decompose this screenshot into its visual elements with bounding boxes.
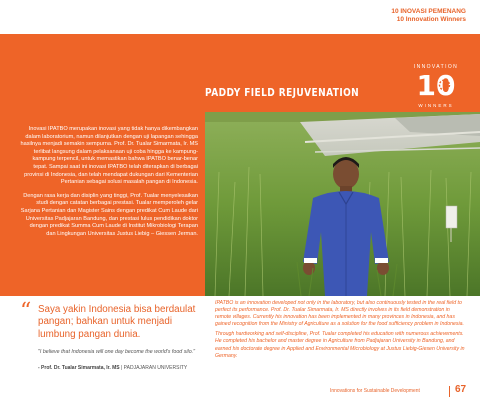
logo-number: 10 <box>416 70 456 98</box>
body-text-english <box>215 300 465 363</box>
logo-number-graphic <box>412 70 460 98</box>
paragraph: Inovasi IPATBO merupakan inovasi yang tidak hanya dikembangkan dalam laboratorium, namun dilanjutkan dengan uji lapangan sehingga hasilnya menjadi semakin sempurna. Prof. Dr. Tualar Simarmata, Ir. MS terlibat langsung dalam pelaksanaan uji coba hingga ke kampung-kampung terpencil, untuk memastikan bahwa IPATBO benar-benar tepat. Sampai saat ini inovasi IPATBO telah diterapkan di berbagai provinsi di Indonesia, dan telah mendapat dukungan dari Kementerian Pertanian sebagai solusi masalah pangan di Indonesia. <box>20 126 198 186</box>
footer-divider <box>449 386 450 397</box>
attribution-name: - Prof. Dr. Tualar Simarmata, Ir. MS <box>38 365 120 371</box>
farmer-photo <box>205 112 480 296</box>
quote-attribution <box>38 365 213 371</box>
page-number: 67 <box>455 384 467 395</box>
running-header <box>391 8 466 23</box>
pull-quote-indonesian: Saya yakin Indonesia bisa berdaulat pangan; bahkan untuk menjadi lumbung pangan dunia. <box>38 304 196 340</box>
footer-text: Innovations for Sustainable Development <box>330 388 420 394</box>
quote-mark-icon: “ <box>20 299 32 324</box>
paragraph: Through hardworking and self-discipline, Prof. Tualar completed his education with numerous achievements. He completed his bachelor and master degree in Agriculture from Padjajaran University in Bandung, and earned his doctorate degree in Applied and Environmental Microbiology at Justus Liebig-Giesen University in Germany. <box>215 331 465 359</box>
paragraph: Dengan rasa kerja dan disiplin yang tinggi, Prof. Tualar menyelesaikan studi dengan catatan berbagai prestasi. Tualar memperoleh gelar Sarjana Pertanian dan Magister Sains dengan predikat Cum Laude dari Universitas Padjajaran Bandung, dan prestasi lulus pendidikan doktor dengan predikat Summa Cum Laude di Institut Mikrobiologi Terapan dan Lingkungan Universitas Justus Liebig – Giessen Jerman. <box>20 192 198 237</box>
field-marker-sign <box>446 206 457 228</box>
attribution-org: | PADJAJARAN UNIVERSITY <box>119 365 188 371</box>
innovation-winners-logo <box>412 64 460 106</box>
running-header-id: 10 INOVASI PEMENANG <box>391 8 466 15</box>
body-text-indonesian <box>20 126 198 244</box>
paragraph: IPATBO is an innovation developed not only in the laboratory, but also continuously tested in the real field to perfect its performance. Prof. Dr. Tualar Simarmata, Ir. MS directly involves in its field demonstration in remote villages. Currently his innovation has been implemented in many provinces in Indonesia, and has gained recognition from the Ministry of Agriculture as a solution for the food sufficiency problem in Indonesia. <box>215 300 464 328</box>
logo-bottom-text: WINNERS <box>418 103 454 108</box>
logo-top-text: INNOVATION <box>413 64 459 70</box>
pull-quote-english: "I believe that Indonesia will one day become the world's food silo." <box>38 349 196 355</box>
running-header-en: 10 Innovation Winners <box>396 15 466 23</box>
page-title: PADDY FIELD REJUVENATION <box>205 86 360 99</box>
